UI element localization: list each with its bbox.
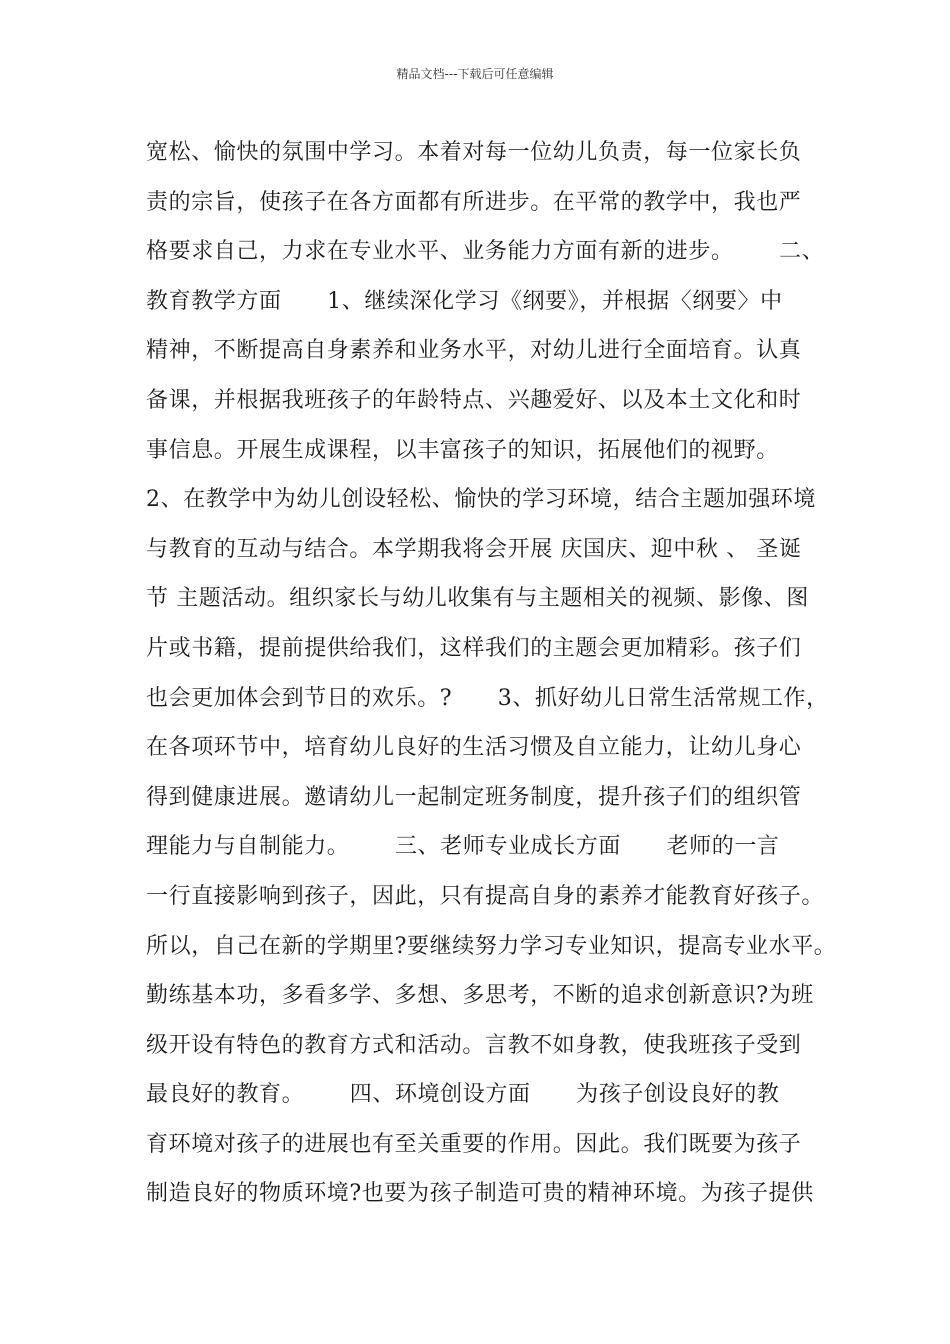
text-line: 最良好的教育。 四、环境创设方面 为孩子创设良好的教 [146,1082,780,1108]
text-line: 一行直接影响到孩子，因此，只有提高自身的素养才能教育好孩子。 [146,883,825,909]
text-line: 节 主题活动。组织家长与幼儿收集有与主题相关的视频、影像、图 [146,586,809,612]
page-header: 精品文档---下载后可任意编辑 [396,67,554,81]
text-line: 教育教学方面 1、继续深化学习《纲要》，并根据〈纲要〉中 [146,288,783,314]
document-body [146,128,836,1219]
text-line: 所以，自己在新的学期里?要继续努力学习专业知识，提高专业水平。 [146,933,837,959]
text-line: 制造良好的物质环境?也要为孩子制造可贵的精神环境。为孩子提供 [146,1181,814,1207]
text-line: 责的宗旨，使孩子在各方面都有所进步。在平常的教学中，我也严 [146,189,802,215]
text-line: 理能力与自制能力。 三、老师专业成长方面 老师的一言 [146,834,780,860]
text-line: 与教育的互动与结合。本学期我将会开展 庆国庆、迎中秋 、 圣诞 [146,536,802,562]
text-line: 在各项环节中，培育幼儿良好的生活习惯及自立能力，让幼儿身心 [146,735,802,761]
text-line: 2、在教学中为幼儿创设轻松、愉快的学习环境，结合主题加强环境 [146,487,816,513]
text-line: 格要求自己，力求在专业水平、业务能力方面有新的进步。 二、 [146,239,825,265]
text-line: 备课，并根据我班孩子的年龄特点、兴趣爱好、以及本土文化和时 [146,387,802,413]
text-line: 得到健康进展。邀请幼儿一起制定班务制度，提升孩子们的组织管 [146,784,802,810]
text-line: 勤练基本功，多看多学、多想、多思考，不断的追求创新意识?为班 [146,983,814,1009]
text-line: 片或书籍，提前提供给我们，这样我们的主题会更加精彩。孩子们 [146,635,802,661]
text-line: 精神，不断提高自身素养和业务水平，对幼儿进行全面培育。认真 [146,338,802,364]
text-line: 育环境对孩子的进展也有至关重要的作用。因此。我们既要为孩子 [146,1131,802,1157]
text-line: 级开设有特色的教育方式和活动。言教不如身教，使我班孩子受到 [146,1032,802,1058]
text-line: 事信息。开展生成课程，以丰富孩子的知识，拓展他们的视野。 [146,437,779,463]
text-line: 也会更加体会到节日的欢乐。? 3、抓好幼儿日常生活常规工作， [146,685,829,711]
text-line: 宽松、愉快的氛围中学习。本着对每一位幼儿负责，每一位家长负 [146,140,802,165]
